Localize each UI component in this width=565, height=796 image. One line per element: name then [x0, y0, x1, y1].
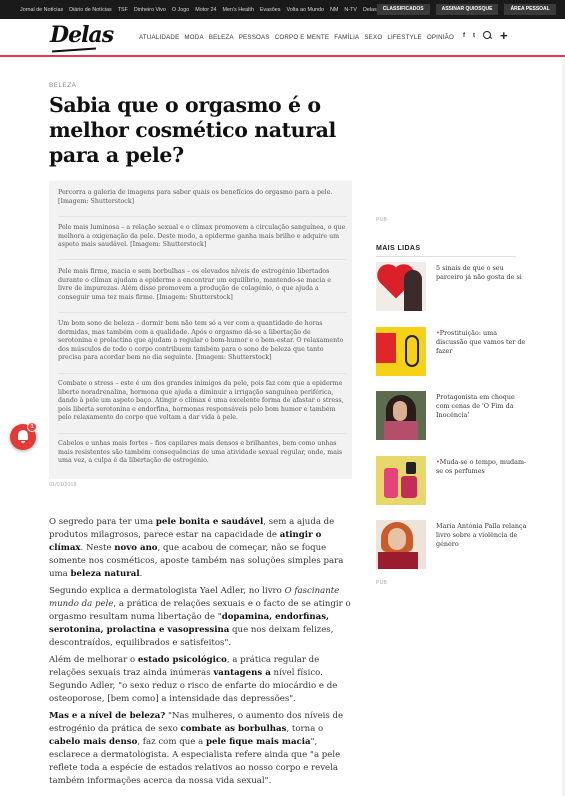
pub-label: PUB: [376, 580, 388, 586]
network-link[interactable]: TSF: [117, 6, 128, 13]
most-read-title-link[interactable]: [436, 458, 528, 476]
network-link[interactable]: Diário de Notícias: [69, 6, 112, 13]
nav-item-beleza[interactable]: BELEZA: [208, 34, 234, 41]
perfume-bottle-icon: [384, 468, 398, 498]
notification-bell-button[interactable]: [10, 424, 36, 450]
perfume-cap-icon: [406, 462, 416, 474]
article-paragraph: Segundo explica a dermatologista Yael Adler, no livro O fascinante mundo da pele, a prática de relações sexuais e o facto de se atingir o orgasmo resultam numa libertação de "dopamina, endorfinas, serotonina, prolactina e vasopressina que nos deixam felizes, descontraídos, equilibrados e satisfeitos".: [49, 586, 351, 648]
article-body: [49, 516, 352, 792]
most-read-title: MAIS LIDAS: [376, 245, 421, 252]
article-paragraph: O segredo para ter uma pele bonita e saudável, sem a ajuda de produtos milagrosos, parece estar na capacidade de atingir o clímax. Neste novo ano, que acabou de começar, não se foque somente nos cosméticos, aposte também nas soluções simples para uma beleza natural.: [49, 517, 344, 579]
nav-item-sexo[interactable]: SEXO: [364, 34, 383, 41]
header-icons: [463, 28, 508, 43]
gallery-caption: Um bom sono de beleza – dormir bem não tem só a ver com a quantidade de horas dormidas, mas também com a qualidade. Após o orgasmo dá-se a libertação de serotonina e prolactina que ajudam a regular o bom-humor e o bem-estar. O relaxamento dos músculos de todo o corpo contribuem também para o sono de beleza que tanto precisa para acordar bem no dia seguinte. [Imagem: Shutterstock]: [58, 320, 344, 362]
most-read-title-text: Muda-se o tempo, mudam-se os perfumes: [436, 458, 527, 475]
portrait-scarf: [384, 421, 418, 440]
caption-divider: [58, 373, 346, 374]
most-read-thumbnail[interactable]: [376, 520, 426, 569]
bell-clapper: [21, 441, 25, 443]
caption-divider: [58, 259, 346, 260]
network-link[interactable]: Volta ao Mundo: [286, 6, 324, 13]
nav-item-moda[interactable]: MODA: [184, 34, 204, 41]
article-title: Sabia que o orgasmo é o melhor cosmético natural para a pele?: [49, 93, 336, 167]
bullet-dot: •: [436, 329, 440, 337]
portrait-face: [388, 528, 406, 550]
network-link[interactable]: O Jogo: [171, 6, 190, 13]
network-link[interactable]: Evasões: [259, 6, 281, 13]
topbar-buttons: [377, 4, 556, 15]
network-link[interactable]: Dinheiro Vivo: [133, 6, 166, 13]
gallery-caption: Pele mais firme, macia e sem borbulhas – os elevados níveis de estrogénio libertados durante o clímax ajudam a epiderme a encontrar um equilíbrio, mantendo-se macia e livre de impurezas. Além disso promovem a produção de colagénio, o que ajuda a conseguir uma tez mais firme. [Imagem: Shutterstock]: [58, 268, 332, 301]
classificados-button[interactable]: CLASSIFICADOS: [377, 4, 430, 15]
most-read-title-text: Prostituição: uma discussão que vamos ter de fazer: [436, 329, 526, 355]
network-link[interactable]: Delas: [362, 6, 377, 13]
brand-logo[interactable]: Delas: [50, 22, 114, 48]
article-category[interactable]: BELEZA: [49, 82, 77, 89]
gallery-caption: Pele mais luminosa – a relação sexual e o clímax promovem a circulação sanguínea, o que melhora a oxigenação da pele. Deste modo, a epiderme ganha mais brilho e adquire um aspeto mais saudável. [Imagem: Shutterstock]: [58, 224, 346, 249]
area-pessoal-button[interactable]: ÁREA PESSOAL: [504, 4, 555, 15]
most-read-title-link[interactable]: 5 sinais de que o seu parceiro já não gosta de si: [436, 264, 522, 281]
perfume-bottle-icon: [401, 476, 417, 498]
person-silhouette: [404, 270, 422, 311]
network-bar: [0, 0, 565, 19]
gallery-captions: [49, 181, 352, 479]
bell-icon: [18, 430, 28, 440]
most-read-title-link[interactable]: Protagonista em choque com cenas de 'O Fim da Inocência': [436, 393, 515, 419]
caption-divider: [58, 433, 346, 434]
plus-icon[interactable]: +: [500, 28, 508, 43]
notification-badge: 1: [27, 422, 37, 432]
assinar-quiosque-button[interactable]: ASSINAR QUIOSQUE: [436, 4, 499, 15]
search-icon[interactable]: [483, 31, 492, 40]
gallery-date: 01/01/2018: [49, 482, 77, 488]
gallery-caption: Combate o stress – este é um dos grandes inimigos da pele, pois faz com que a epiderme liberte noradrenalina, hormona que ajuda a diminuir a irrigação sanguínea periférica, dando à pele um aspeto baço. Atingir o clímax é uma excelente forma de afastar o stress, pois liberta serotonina e endorfina, hormonas responsáveis pelo bom humor e também pelo relaxamento do corpo que voltam a dar vida à pele.: [58, 380, 344, 422]
brand-logo-underline: [52, 47, 96, 52]
network-link[interactable]: Men's Health: [222, 6, 254, 13]
most-read-divider: [376, 256, 516, 257]
most-read-thumbnail[interactable]: [376, 391, 426, 440]
caption-divider: [58, 216, 346, 217]
article-paragraph: Além de melhorar o estado psicológico, a prática regular de relações sexuais traz ainda inúmeras vantagens a nível físico. Segundo Adler, "o sexo reduz o risco de enfarte do miocárdio e de osteoporose, [bem como] a intensidade das depressões".: [49, 655, 338, 704]
nav-item-atualidade[interactable]: ATUALIDADE: [139, 34, 180, 41]
gallery-caption: Cabelos e unhas mais fortes – fios capilares mais densos e brilhantes, bem como unhas mais resistentes são também consequências de uma atividade sexual regular, onde, mais uma vez, a culpa é da libertação de estrogénio.: [58, 440, 343, 465]
site-header: [0, 19, 565, 57]
most-read-thumbnail[interactable]: [376, 262, 426, 311]
network-link[interactable]: Jornal de Notícias: [20, 6, 64, 13]
portrait-clothing: [378, 552, 418, 569]
bullet-dot: •: [436, 458, 440, 466]
network-link[interactable]: NM: [329, 6, 339, 13]
network-links: [20, 7, 377, 13]
most-read-title-link[interactable]: [436, 329, 528, 356]
article-paragraph: Mas e a nível de beleza? "Nas mulheres, o aumento dos níveis de estrogénio da prática de sexo combate as borbulhas, torna o cabelo mais denso, faz com que a pele fique mais macia", esclarece a dermatologista. A especialista refere ainda que "a pele reflete toda a espécie de estados relativos ao nosso corpo e revela também informações acerca da nossa vida sexual".: [49, 711, 344, 786]
pub-label: PUB: [376, 217, 388, 223]
nav-item-corpo-e-mente[interactable]: CORPO E MENTE: [274, 34, 330, 41]
network-link[interactable]: N-TV: [344, 6, 357, 13]
gallery-caption: Percorra a galeria de imagens para saber quais os benefícios do orgasmo para a pele. [Imagem: Shutterstock]: [58, 189, 333, 205]
most-read-thumbnail[interactable]: [376, 327, 426, 376]
nav-item-lifestyle[interactable]: LIFESTYLE: [387, 34, 422, 41]
network-link[interactable]: Motor 24: [195, 6, 217, 13]
portrait-face: [393, 401, 407, 421]
facebook-icon[interactable]: f: [463, 32, 465, 39]
most-read-thumbnail[interactable]: [376, 456, 426, 505]
nav-item-opiniao[interactable]: OPINIÃO: [426, 34, 455, 41]
main-nav: [139, 34, 454, 41]
twitter-icon[interactable]: t: [473, 32, 475, 39]
caption-divider: [58, 312, 346, 313]
figure-outline-icon: [405, 335, 419, 367]
nav-item-pessoas[interactable]: PESSOAS: [238, 34, 270, 41]
most-read-title-link[interactable]: Maria Antónia Palla relança livro sobre a violência de género: [436, 522, 527, 548]
nav-item-familia[interactable]: FAMÍLIA: [334, 34, 360, 41]
sign-shape: [376, 333, 396, 363]
